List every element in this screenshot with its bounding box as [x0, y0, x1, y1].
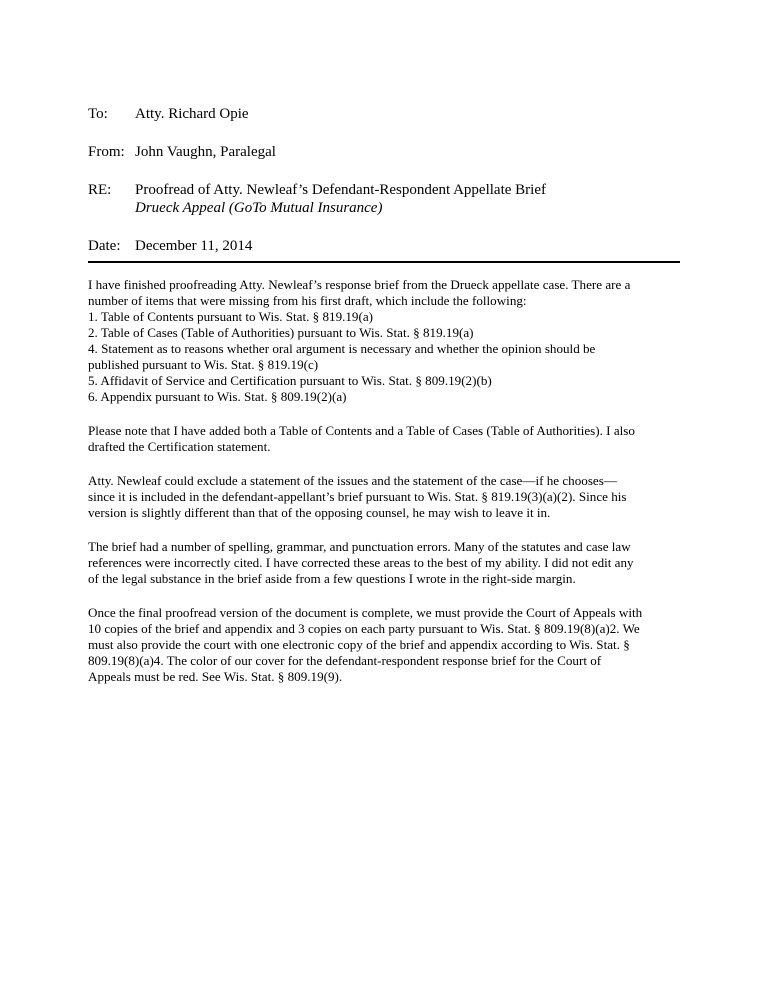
list-item-continued: published pursuant to Wis. Stat. § 819.19(c) [88, 357, 319, 372]
from-row [88, 142, 688, 162]
to-row [88, 104, 688, 124]
body-line: Please note that I have added both a Table of Contents and a Table of Cases (Table of Authorities). I also [88, 423, 635, 438]
from-value: John Vaughn, Paralegal [135, 144, 276, 160]
re-row [88, 180, 688, 200]
date-value: December 11, 2014 [135, 238, 253, 254]
body-line: The brief had a number of spelling, grammar, and punctuation errors. Many of the statutes and case law [88, 539, 631, 554]
body-line: 10 copies of the brief and appendix and 3 copies on each party pursuant to Wis. Stat. § 809.19(8)(a)2. We [88, 621, 640, 636]
memo-body [88, 277, 688, 703]
re-subject: Proofread of Atty. Newleaf’s Defendant-Respondent Appellate Brief [135, 182, 546, 198]
date-row [88, 236, 688, 256]
paragraph-additions [88, 423, 688, 455]
date-label: Date: [88, 238, 121, 254]
to-value: Atty. Richard Opie [135, 106, 249, 122]
paragraph-filing-requirements [88, 605, 688, 685]
list-item: 6. Appendix pursuant to Wis. Stat. § 809.19(2)(a) [88, 389, 347, 404]
body-line: must also provide the court with one electronic copy of the brief and appendix according to Wis. Stat. § [88, 637, 630, 652]
from-label: From: [88, 144, 125, 160]
re-label: RE: [88, 182, 112, 198]
list-item: 2. Table of Cases (Table of Authorities) pursuant to Wis. Stat. § 819.19(a) [88, 325, 474, 340]
list-item: 1. Table of Contents pursuant to Wis. Stat. § 819.19(a) [88, 309, 374, 324]
list-item: 4. Statement as to reasons whether oral argument is necessary and whether the opinion should be [88, 341, 596, 356]
list-item: 5. Affidavit of Service and Certification pursuant to Wis. Stat. § 809.19(2)(b) [88, 373, 492, 388]
memo-header [88, 104, 688, 256]
paragraph-missing-items [88, 277, 688, 405]
body-line: Once the final proofread version of the document is complete, we must provide the Court of Appeals with [88, 605, 643, 620]
body-line: Appeals must be red. See Wis. Stat. § 809.19(9). [88, 669, 343, 684]
body-line: Atty. Newleaf could exclude a statement of the issues and the statement of the case—if he chooses— [88, 473, 617, 488]
body-line: of the legal substance in the brief aside from a few questions I wrote in the right-side margin. [88, 571, 576, 586]
paragraph-statement-of-issues [88, 473, 688, 521]
body-line: I have finished proofreading Atty. Newleaf’s response brief from the Drueck appellate case. There are a [88, 277, 631, 292]
to-label: To: [88, 106, 108, 122]
body-line: version is slightly different than that of the opposing counsel, he may wish to leave it in. [88, 505, 551, 520]
body-line: since it is included in the defendant-appellant’s brief pursuant to Wis. Stat. § 819.19(3)(a)(2). Since his [88, 489, 627, 504]
header-divider [88, 261, 680, 263]
re-case-name: Drueck Appeal (GoTo Mutual Insurance) [135, 200, 383, 216]
body-line: 809.19(8)(a)4. The color of our cover for the defendant-respondent response brief for the Court of [88, 653, 602, 668]
re-row-continued [88, 198, 688, 218]
paragraph-errors [88, 539, 688, 587]
body-line: number of items that were missing from his first draft, which include the following: [88, 293, 527, 308]
body-line: drafted the Certification statement. [88, 439, 271, 454]
body-line: references were incorrectly cited. I have corrected these areas to the best of my ability. I did not edit any [88, 555, 634, 570]
